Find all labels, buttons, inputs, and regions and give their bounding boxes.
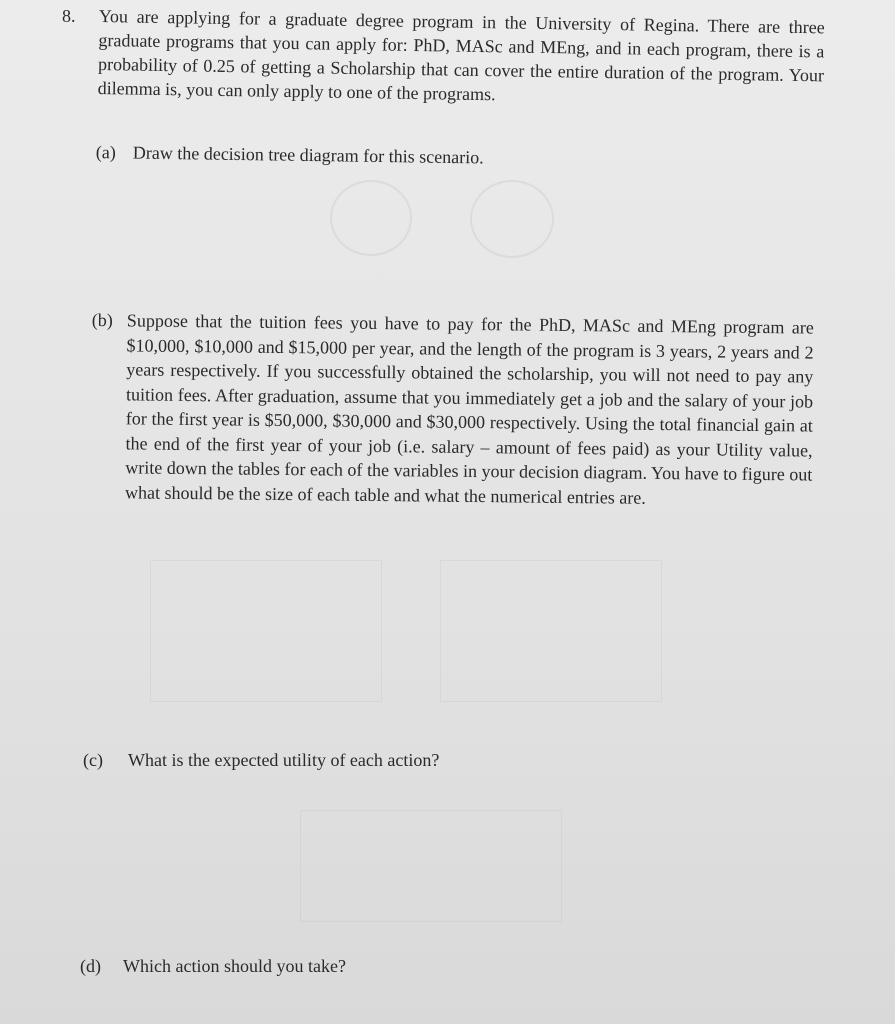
question-number: 8. (62, 6, 76, 26)
part-a (96, 140, 816, 175)
bleed-through-table-right (440, 560, 662, 702)
part-b (90, 308, 814, 512)
part-c (83, 748, 583, 773)
part-b-text: Suppose that the tuition fees you have to pay for the PhD, MASc and MEng program are $10,000, $10,000 and $15,000 per year, and the length of the program is 3 years, 2 years and 2 years respectively. If you successfully obtained the scholarship, you will not need to pay any tuition fees. After graduation, assume that you immediately get a job and the salary of your job for the first year is $50,000, $30,000 and $30,000 respectively. Using the total financial gain at the end of the first year of your job (i.e. salary – amount of fees paid) as your Utility value, write down the tables for each of the variables in your decision diagram. You have to figure out what should be the size of each table and what the numerical entries are. (124, 310, 814, 508)
part-b-label: (b) (91, 309, 113, 331)
part-d-text: Which action should you take? (123, 956, 346, 976)
bleed-through-circle-right (470, 180, 554, 258)
part-d-label: (d) (80, 956, 101, 976)
question-intro: You are applying for a graduate degree program in the University of Regina. There are three graduate programs that you can apply for: PhD, MASc and MEng, and in each program, there is a probability of 0.25 of getting a Scholarship that can cover the entire duration of the program. Your dilemma is, you can only apply to one of the programs. (97, 5, 825, 105)
part-c-label: (c) (83, 750, 103, 770)
part-a-label: (a) (95, 141, 116, 163)
bleed-through-table-bottom (300, 810, 562, 922)
part-a-text: Draw the decision tree diagram for this scenario. (132, 142, 484, 168)
part-c-text: What is the expected utility of each action? (128, 750, 440, 770)
bleed-through-circle-left (330, 180, 412, 256)
part-d (80, 954, 580, 979)
bleed-through-table-left (150, 560, 382, 702)
